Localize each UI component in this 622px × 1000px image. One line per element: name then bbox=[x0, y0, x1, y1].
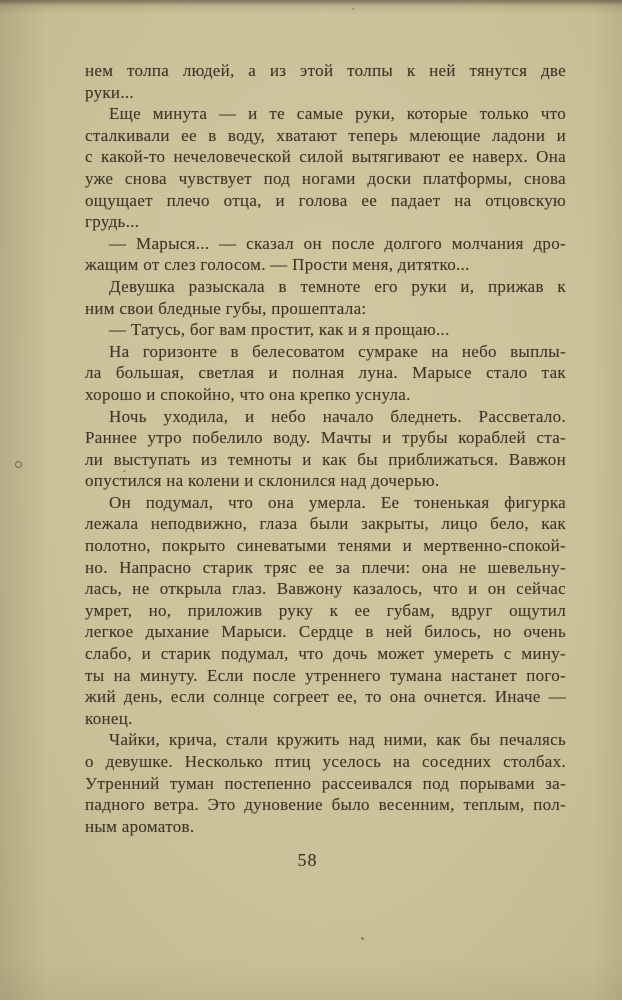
text-line: Девушка разыскала в темноте его руки и, прижав к bbox=[109, 276, 566, 296]
text-line: с какой-то нечеловеческой силой вытягивают ее наверх. Она bbox=[85, 147, 566, 167]
page-text bbox=[85, 60, 566, 837]
text-line: лежала неподвижно, глаза были закрыты, лицо бело, как bbox=[85, 514, 566, 534]
text-line: падного ветра. Это дуновение было весенним, теплым, пол- bbox=[85, 795, 566, 815]
text-line: Чайки, крича, стали кружить над ними, как бы печалясь bbox=[109, 730, 566, 750]
text-line: ли выступать из темноты и как бы приближаться. Вавжон bbox=[85, 449, 566, 469]
text-line: конец. bbox=[85, 708, 133, 728]
text-line: о девушке. Несколько птиц уселось на соседних столбах. bbox=[85, 752, 566, 771]
text-line: Раннее утро побелило воду. Мачты и трубы кораблей ста- bbox=[85, 428, 566, 448]
text-line: ощущает плечо отца, и голова ее падает на отцовскую bbox=[85, 190, 566, 210]
text-line: лась, не открыла глаз. Вавжону казалось, что и он сейчас bbox=[85, 579, 566, 599]
text-line: жий день, если солнце согреет ее, то она очнется. Иначе — bbox=[85, 687, 566, 707]
text-line: — Марыся... — сказал он после долгого молчания дро- bbox=[109, 233, 566, 253]
text-line: хорошо и спокойно, что она крепко уснула. bbox=[85, 384, 411, 404]
paragraph bbox=[85, 60, 566, 103]
text-line: но. Напрасно старик тряс ее за плечи: она не шевельну- bbox=[85, 557, 566, 577]
text-line: умрет, но, приложив руку к ее губам, вдруг ощутил bbox=[85, 600, 566, 620]
paragraph bbox=[85, 406, 566, 492]
page-number: 58 bbox=[297, 850, 318, 870]
paragraph bbox=[85, 729, 566, 837]
text-line: Ночь уходила, и небо начало бледнеть. Рассветало. bbox=[109, 406, 566, 426]
text-line: сталкивали ее в воду, хватают теперь млеющие ладони и bbox=[85, 125, 566, 145]
text-line: полотно, покрыто синеватыми тенями и мертвенно-спокой- bbox=[85, 536, 566, 556]
text-line: руки... bbox=[85, 82, 134, 102]
text-line: Еще минута — и те самые руки, которые только что bbox=[109, 104, 566, 124]
paragraph bbox=[85, 319, 566, 341]
text-line: нем толпа людей, а из этой толпы к ней тянутся две bbox=[85, 61, 566, 80]
text-line: ты на минуту. Если после утреннего тумана настанет пого- bbox=[85, 665, 566, 685]
paragraph bbox=[85, 103, 566, 233]
paragraph bbox=[85, 341, 566, 406]
paragraph bbox=[85, 233, 566, 276]
text-line: Он подумал, что она умерла. Ее тоненькая фигурка bbox=[109, 492, 566, 512]
text-line: — Татусь, бог вам простит, как и я прощаю... bbox=[109, 320, 450, 340]
paper-speck bbox=[15, 461, 22, 468]
paragraph bbox=[85, 492, 566, 730]
paper-speck bbox=[352, 8, 354, 10]
paragraph bbox=[85, 276, 566, 319]
text-line: грудь... bbox=[85, 212, 140, 232]
text-line: Утренний туман постепенно рассеивался под порывами за- bbox=[85, 773, 566, 793]
text-line: опустился на колени и склонился над дочерью. bbox=[85, 471, 440, 491]
paper-speck bbox=[361, 937, 364, 940]
text-line: ним свои бледные губы, прошептала: bbox=[85, 298, 367, 318]
text-line: легкое дыхание Марыси. Сердце в ней билось, но очень bbox=[85, 622, 566, 642]
text-line: На горизонте в белесоватом сумраке на небо выплы- bbox=[109, 341, 566, 361]
text-line: жащим от слез голосом. — Прости меня, дитятко... bbox=[85, 255, 470, 275]
text-line: слабо, и старик подумал, что дочь может умереть с мину- bbox=[85, 644, 566, 664]
text-line: уже снова чувствует под ногами доски платформы, снова bbox=[85, 168, 566, 188]
text-line: ным ароматов. bbox=[85, 816, 195, 836]
text-line: ла большая, светлая и полная луна. Марысе стало так bbox=[85, 363, 566, 383]
